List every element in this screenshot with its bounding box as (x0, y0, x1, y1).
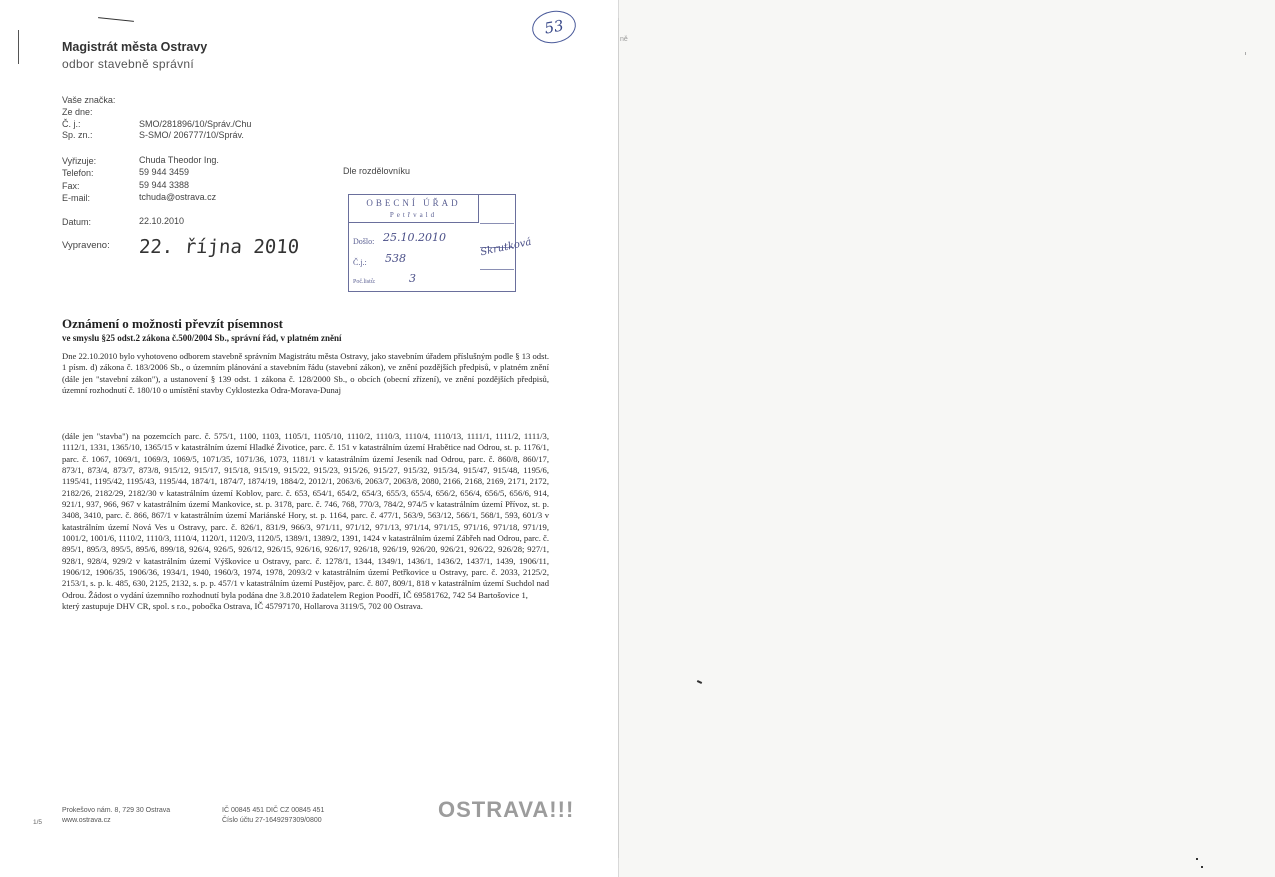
org-name: Magistrát města Ostravy (62, 40, 208, 54)
stamp-header (349, 195, 479, 223)
file-number-label: Sp. zn.: (62, 130, 93, 140)
letter-subtitle: ve smyslu §25 odst.2 zákona č.500/2004 Sb., správní řád, v platném znění (62, 333, 342, 343)
email-label: E-mail: (62, 193, 91, 203)
fax-value: 59 944 3388 (139, 180, 190, 190)
parcel-list-text: (dále jen "stavba") na pozemcích parc. č. 575/1, 1100, 1103, 1105/1, 1105/10, 1110/2, 1110/3, 1110/4, 1110/13, 1111/1, 1111/2, 1111/3, 1112/1, 1331, 1365/10, 1365/15 v katastrálním území Hladké Životice, parc. č. 151 v katastrálním území Hrabětice nad Odrou, st. p. 1176/1, parc. č. 1067, 1069/1, 1069/3, 1069/5, 1071/35, 1071/36, 1073, 1181/1 v katastrálním území Jeseník nad Odrou, parc. č. 860/8, 860/17, 873/1, 873/4, 873/7, 873/8, 915/12, 915/17, 915/18, 915/19, 915/22, 915/23, 915/26, 915/27, 915/32, 915/34, 915/47, 915/48, 1195/6, 1195/41, 1195/42, 1195/43, 1195/44, 1874/1, 1874/7, 1874/19, 1884/2, 2012/1, 2063/6, 2063/7, 2063/8, 2080, 2166, 2168, 2169, 2171, 2172, 2182/26, 2182/29, 2182/30 v katastrálním území Koblov, parc. č. 653, 654/1, 654/2, 654/3, 655/3, 655/4, 656/2, 656/4, 656/5, 656/6, 914, 921/1, 937, 966, 967 v katastrálním území Mankovice, st. p. 3178, parc. č. 746, 768, 770/3, 784/2, 974/5 v katastrálním území Přívoz, st. p. 3408, 3410, parc. č. 866, 867/1 v katastrálním území Mariánské Hory, st. p. 1164, parc. č. 477/1, 563/9, 563/12, 566/1, 568/1, 593, 601/3 v katastrálním území Nová Ves u Ostravy, parc. č. 826/1, 831/9, 966/3, 971/11, 971/12, 971/13, 971/14, 971/15, 971/16, 971/18, 971/19, 1001/2, 1001/6, 1110/2, 1110/3, 1110/4, 1120/1, 1120/3, 1120/5, 1389/1, 1389/2, 1391, 1424 v katastrálním území Zábřeh nad Odrou, parc. č. 895/1, 895/3, 895/5, 895/6, 899/18, 926/4, 926/5, 926/12, 926/15, 926/16, 926/17, 926/18, 926/19, 926/20, 926/21, 926/22, 926/28; 927/1, 928/1, 928/4, 929/2 v katastrálním území Výškovice u Ostravy, parc. č. 1278/1, 1344, 1349/1, 1436/1, 1436/2, 1437/1, 1439, 1906/11, 1906/12, 1906/35, 1906/36, 1934/1, 1940, 1960/3, 1974, 1978, 2093/2 v katastrálním území Petřkovice u Ostravy, parc. č. 2033, 2125/2, 2153/1, s. p. k. 485, 630, 2125, 2132, s. p. p. 457/1 v katastrálním území Pustějov, parc. č. 807, 809/1, 818 v katastrálním území Suchdol nad Odrou. Žádost o vydání územního rozhodnutí byla podána dne 3.8.2010 žadatelem Region Poodří, IČ 69581762, 742 54 Bartošovice 1, (62, 431, 549, 600)
email-value: tchuda@ostrava.cz (139, 192, 217, 202)
handler-value: Chuda Theodor Ing. (139, 155, 219, 165)
footer-address (62, 806, 170, 825)
footer-address-line: Prokešovo nám. 8, 729 30 Ostrava (62, 807, 171, 814)
pen-bar-mark (18, 30, 19, 64)
your-ref-label: Vaše značka: (62, 95, 116, 105)
sent-label: Vypraveno: (62, 240, 110, 251)
stamp-date-value: 25.10.2010 (383, 231, 446, 244)
scan-speck (1196, 858, 1198, 860)
representative-text: který zastupuje DHV CR, spol. s r.o., pobočka Ostrava, IČ 45797170, Hollarova 3119/5, 702 00 Ostrava. (62, 601, 423, 612)
circled-page-number: 53 (530, 7, 579, 46)
department-name: odbor stavebně správní (62, 57, 195, 71)
fax-label: Fax: (62, 181, 80, 191)
recipient: Dle rozdělovníku (343, 166, 411, 176)
scan-speck (697, 680, 702, 684)
letter-title: Oznámení o možnosti převzít písemnost (62, 316, 283, 331)
handwritten-signature: Skrutková (479, 236, 533, 259)
ref-number-value: SMO/281896/10/Správ./Chu (139, 119, 252, 129)
sent-date-stamp: 22. října 2010 (138, 236, 300, 258)
footer-account: Číslo účtu 27-1649297309/0800 (222, 816, 322, 824)
scan-speck (1201, 866, 1203, 868)
letter-paragraph-1: Dne 22.10.2010 bylo vyhotoveno odborem stavebně správním Magistrátu města Ostravy, jako stavebním úřadem příslušným podle § 13 odst. 1 písm. d) zákona č. 183/2006 Sb., o územním plánování a stavebním řádu (stavební zákon), ve znění pozdějších předpisů, v platném znění (dále jen "stavební zákon"), a ustanovení § 139 odst. 1 zákona č. 128/2000 Sb., o obcích (obecní zřízení), ve znění pozdějších předpisů, územní rozhodnutí č. 180/10 o umístění stavby Cyklostezka Odra-Morava-Dunaj (62, 351, 549, 396)
stamp-office: OBECNÍ ÚŘAD (366, 198, 461, 208)
file-number-value: S-SMO/ 206777/10/Správ. (139, 130, 244, 140)
stamp-attachments-label: Poč.listů: (353, 279, 376, 285)
date-label: Datum: (62, 217, 92, 227)
document-page (0, 0, 618, 877)
stamp-ref-label: Č.j.: (353, 258, 367, 267)
footer-company-info (222, 806, 324, 825)
stamp-attachments-value: 3 (409, 272, 416, 285)
stamp-place: Petřvald (389, 211, 438, 219)
footer-web: www.ostrava.cz (62, 816, 111, 824)
date-value: 22.10.2010 (139, 216, 185, 226)
ref-number-label: Č. j.: (62, 119, 81, 129)
phone-value: 59 944 3459 (139, 167, 190, 177)
underlying-page-edge (618, 18, 649, 858)
pen-dash-mark (98, 17, 134, 22)
edge-mark-top: ně (620, 36, 628, 43)
scan-speck (1245, 52, 1246, 55)
received-stamp (348, 194, 516, 292)
footer-ic: IČ 00845 451 DIČ CZ 00845 451 (222, 807, 325, 814)
stamp-ref-value: 538 (385, 252, 406, 265)
from-date-label: Ze dne: (62, 107, 93, 117)
letter-paragraph-2 (62, 431, 549, 613)
page-number: 1/5 (33, 819, 43, 826)
ostrava-logo: OSTRAVA!!! (438, 797, 575, 822)
stamp-date-label: Došlo: (353, 237, 375, 246)
phone-label: Telefon: (62, 168, 94, 178)
handler-label: Vyřizuje: (62, 156, 97, 166)
